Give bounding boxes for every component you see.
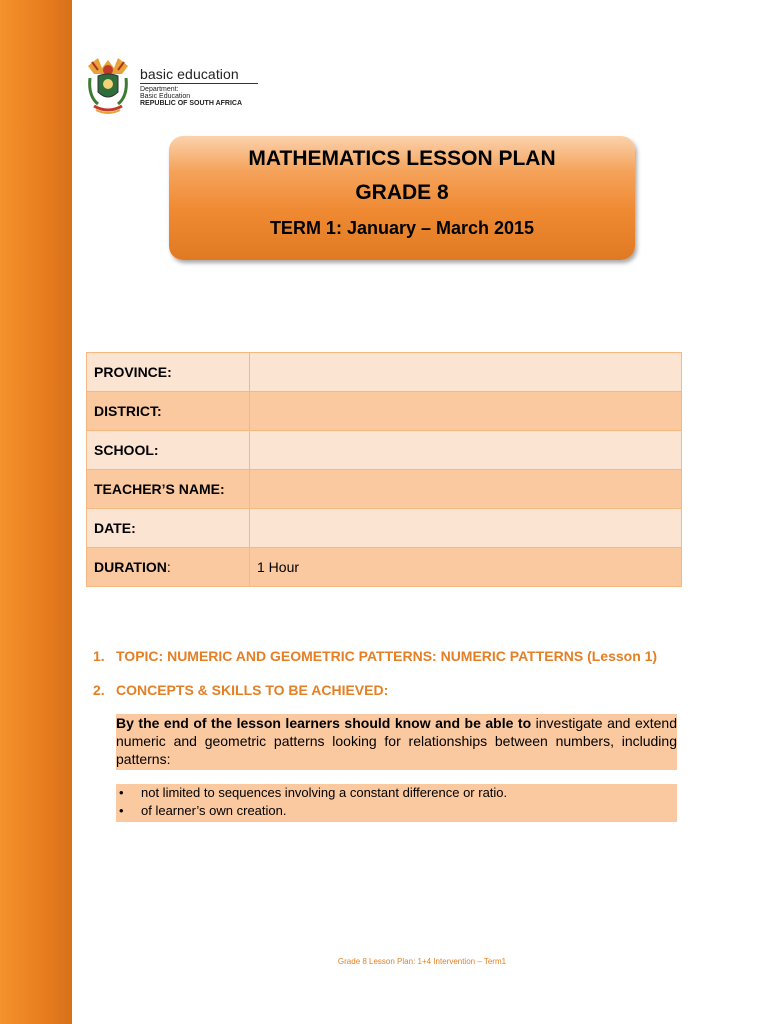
document-title: MATHEMATICS LESSON PLAN [248,147,556,170]
coat-of-arms-icon [84,56,132,116]
brand-department: Department: [140,86,179,93]
duration-label-text: DURATION [94,559,167,575]
topic-heading [93,648,657,664]
province-label: PROVINCE: [87,353,250,392]
province-value [250,353,682,392]
table-row [87,431,682,470]
logo [84,56,264,116]
concepts-lead: By the end of the lesson learners should know and be able to [116,715,532,731]
page-footer: Grade 8 Lesson Plan: 1+4 Intervention – Term1 [337,957,507,966]
teacher-name-value [250,470,682,509]
title-banner [169,136,635,260]
date-label: DATE: [87,509,250,548]
concepts-heading [93,682,388,698]
district-label: DISTRICT: [87,392,250,431]
table-row [87,392,682,431]
brand-department-name: Basic Education [140,93,191,100]
concepts-body: investigate and extend numeric and geometric patterns looking for relationships between numbers, including patterns: [116,715,677,767]
duration-label [87,548,250,587]
table-row [87,548,682,587]
concepts-number: 2. [93,682,105,698]
table-row [87,353,682,392]
side-bar [0,0,72,1024]
bullet-text: of learner’s own creation. [141,803,287,818]
duration-value: 1 Hour [250,548,682,587]
teacher-name-label: TEACHER’S NAME: [87,470,250,509]
district-value [250,392,682,431]
bullet-icon: • [119,785,124,800]
concepts-bullet-list [116,784,677,822]
duration-label-colon: : [166,559,171,575]
info-table [86,352,682,587]
date-value [250,509,682,548]
brand-divider [140,83,258,84]
bullet-text: not limited to sequences involving a constant difference or ratio. [141,785,508,800]
school-value [250,431,682,470]
topic-text: TOPIC: NUMERIC AND GEOMETRIC PATTERNS: NUMERIC PATTERNS (Lesson 1) [116,648,658,664]
brand-name: basic education [140,66,239,82]
bullet-icon: • [119,803,124,818]
table-row [87,470,682,509]
school-label: SCHOOL: [87,431,250,470]
topic-number: 1. [93,648,105,664]
brand-country: REPUBLIC OF SOUTH AFRICA [140,100,243,107]
concepts-text: CONCEPTS & SKILLS TO BE ACHIEVED: [116,682,389,698]
concepts-paragraph [116,714,677,770]
grade-title: GRADE 8 [355,181,449,204]
table-row [87,509,682,548]
term-title: TERM 1: January – March 2015 [269,218,535,238]
